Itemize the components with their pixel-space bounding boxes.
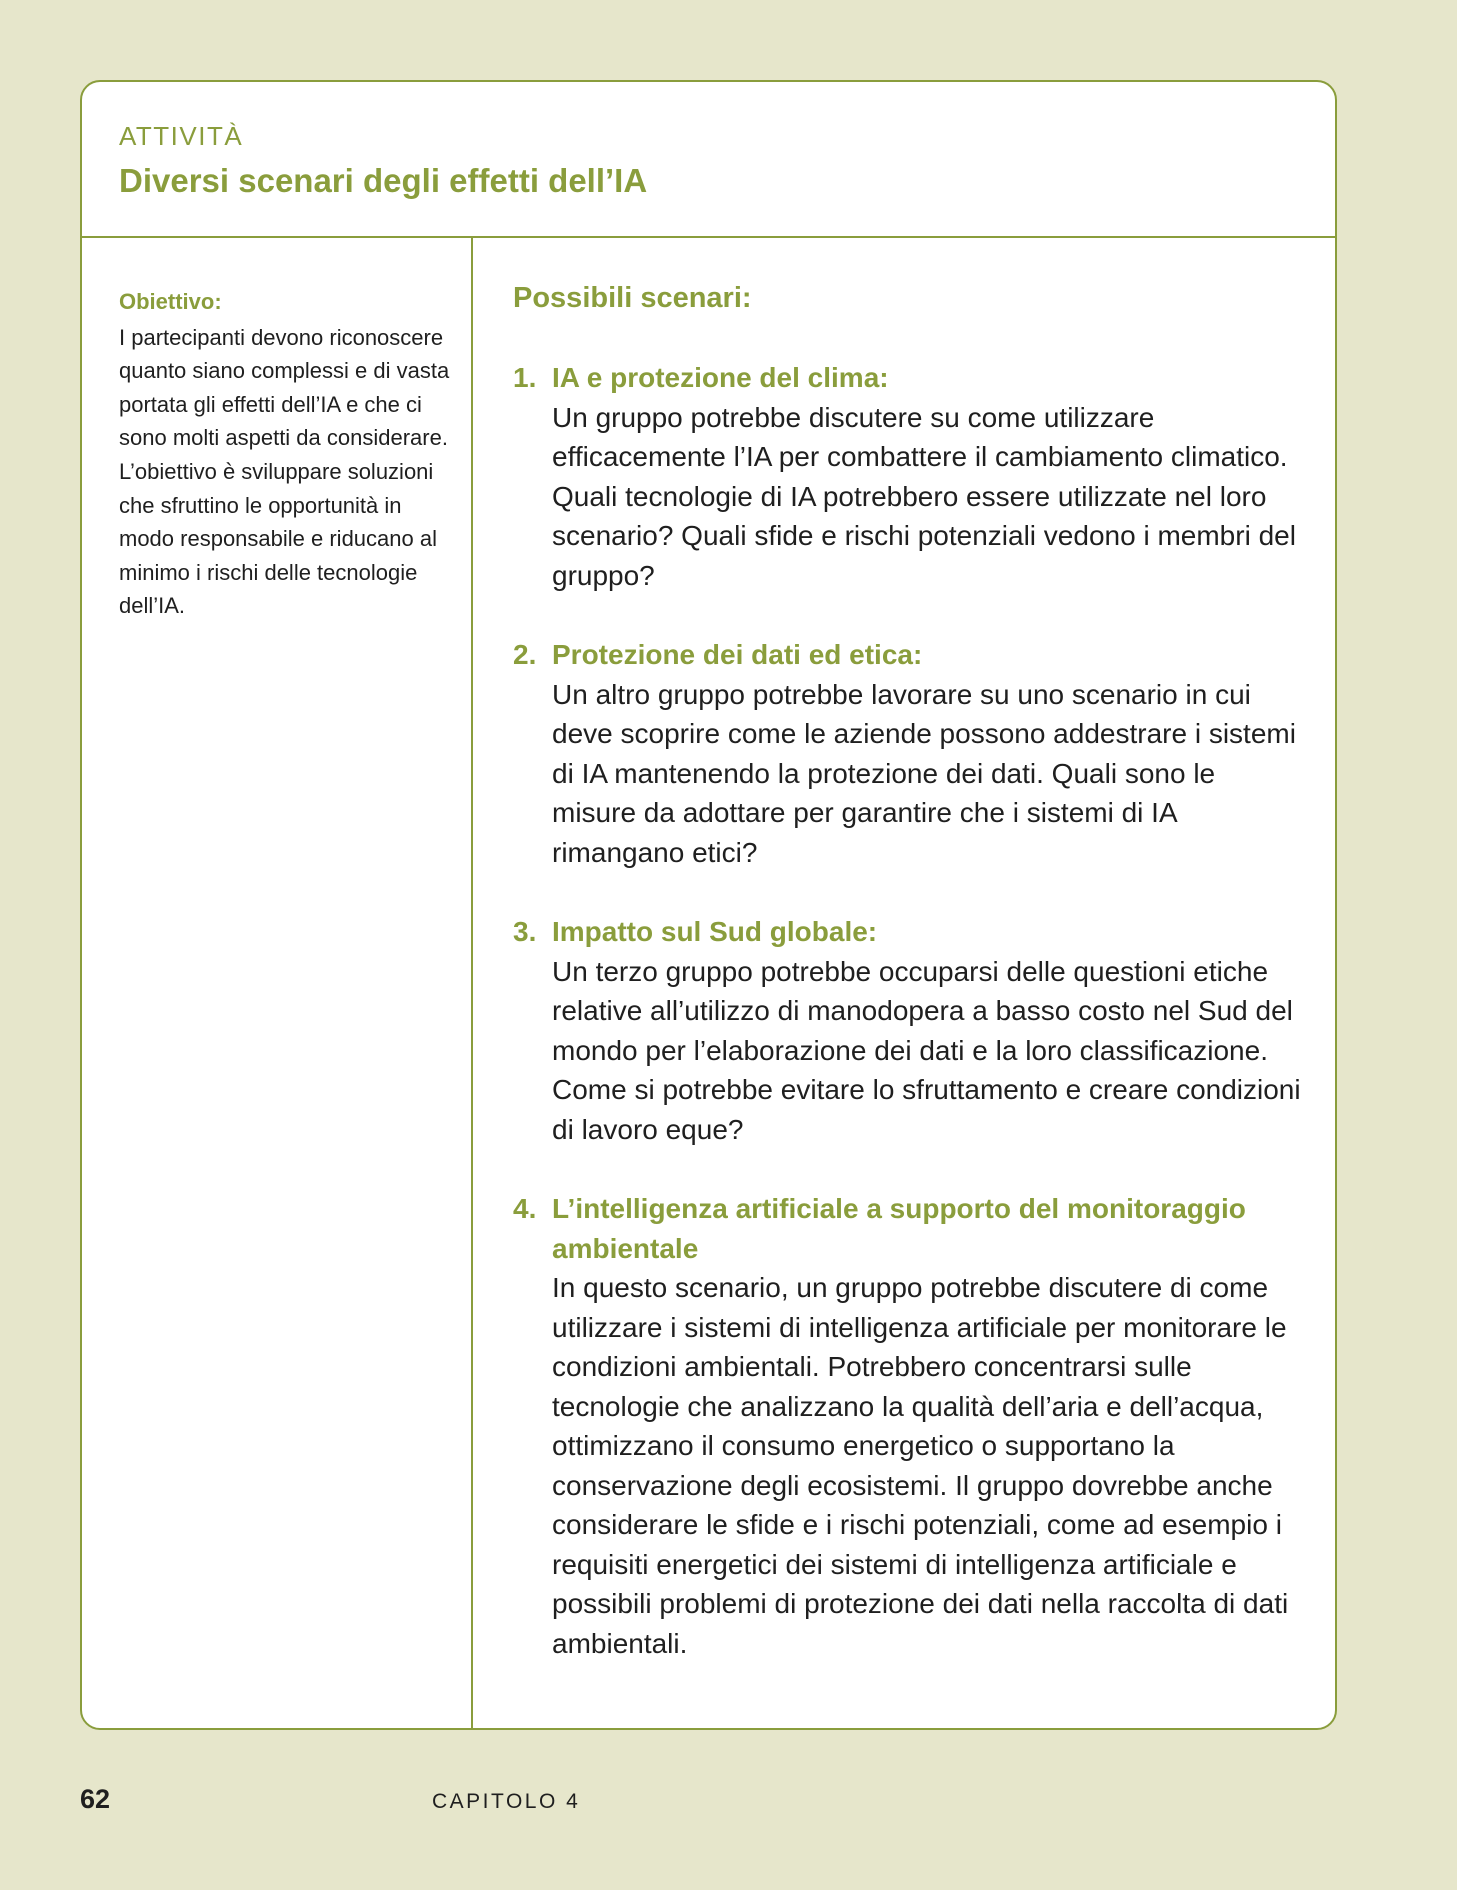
scenario-number: 1. — [513, 362, 537, 394]
scenarios-heading: Possibili scenari: — [513, 282, 752, 314]
scenario-item — [513, 912, 1305, 1149]
page-number: 62 — [80, 1784, 111, 1814]
objective-label: Obiettivo: — [119, 289, 222, 314]
card-header — [82, 82, 1335, 238]
objective-text: I partecipanti devono riconoscere quanto siano complessi e di vasta portata gli effetti dell’IA e che ci sono molti aspetti da considerare. L’obiettivo è sviluppare soluzioni che sfruttino le opportunità in modo responsabile e riducano al minimo i rischi delle tecnologie dell’IA. — [119, 324, 450, 619]
objective-column — [82, 238, 473, 1728]
scenario-number: 2. — [513, 639, 537, 671]
scenario-list — [513, 358, 1305, 1663]
scenarios-column — [473, 238, 1335, 1728]
scenario-number: 4. — [513, 1193, 537, 1225]
scenario-title: Impatto sul Sud globale: — [552, 916, 878, 948]
scenario-item — [513, 358, 1305, 595]
activity-title: Diversi scenari degli effetti dell’IA — [119, 161, 648, 199]
scenario-body: Un terzo gruppo potrebbe occuparsi delle questioni etiche relative all’utilizzo di manodopera a basso costo nel Sud del mondo per l’elaborazione dei dati e la loro classificazione. Come si potrebbe evitare lo sfruttamento e creare condizioni di lavoro eque? — [552, 955, 1301, 1145]
activity-card — [80, 80, 1337, 1730]
scenario-title: Protezione dei dati ed etica: — [552, 639, 923, 671]
activity-eyebrow: ATTIVITÀ — [119, 121, 244, 151]
scenario-number: 3. — [513, 916, 537, 948]
chapter-label: CAPITOLO 4 — [432, 1790, 581, 1813]
scenario-body: In questo scenario, un gruppo potrebbe discutere di come utilizzare i sistemi di intelligenza artificiale per monitorare le condizioni ambientali. Potrebbero concentrarsi sulle tecnologie che analizzano la qualità dell’aria e dell’acqua, ottimizzano il consumo energetico o supportano la conservazione degli ecosistemi. Il gruppo dovrebbe anche considerare le sfide e i rischi potenziali, come ad esempio i requisiti energetici dei sistemi di intelligenza artificiale e possibili problemi di protezione dei dati nella raccolta di dati ambientali. — [552, 1272, 1289, 1659]
scenario-body: Un gruppo potrebbe discutere su come utilizzare efficacemente l’IA per combattere il cambiamento climatico. Quali tecnologie di IA potrebbero essere utilizzate nel loro scenario? Quali sfide e rischi potenziali vedono i membri del gruppo? — [552, 401, 1296, 591]
scenario-title: L’intelligenza artificiale a supporto del monitoraggio ambientale — [552, 1193, 1246, 1264]
scenario-item — [513, 635, 1305, 872]
scenario-title: IA e protezione del clima: — [552, 362, 889, 394]
scenario-item — [513, 1189, 1305, 1663]
scenario-body: Un altro gruppo potrebbe lavorare su uno scenario in cui deve scoprire come le aziende possono addestrare i sistemi di IA mantenendo la protezione dei dati. Quali sono le misure da adottare per garantire che i sistemi di IA rimangano etici? — [552, 678, 1296, 868]
